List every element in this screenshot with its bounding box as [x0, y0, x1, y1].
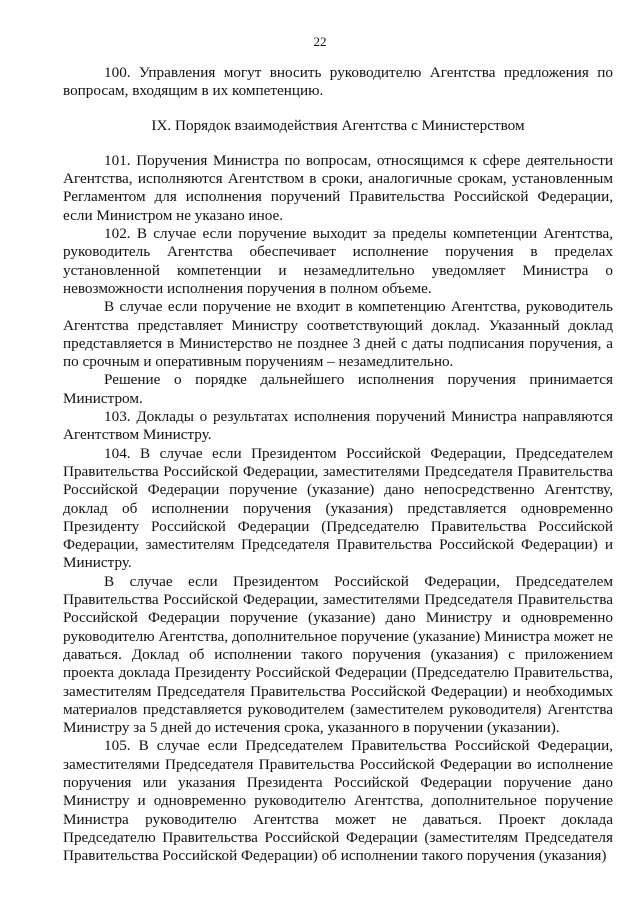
paragraph-104: 104. В случае если Президентом Российской Федерации, Председателем Правительства Российской Федерации, заместителями Председателя Правительства Российской Федерации поручение (указание) дано непосредственно Агентству, доклад об исполнении поручения (указания) представляется одновременно Президенту Российской Федерации (Председателю Правительства Российской Федерации, заместителям Председателя Правительства Российской Федерации) и Министру. [63, 444, 613, 572]
paragraph-104-joint: В случае если Президентом Российской Федерации, Председателем Правительства Российской Федерации, заместителями Председателя Правительства Российской Федерации поручение (указание) дано Министру и одновременно руководителю Агентства, дополнительное поручение (указание) Министра может не даваться. Доклад об исполнении такого поручения (указания) с приложением проекта доклада Президенту Российской Федерации (Председателю Правительства, заместителям Председателя Правительства Российской Федерации) и необходимых материалов представляется руководителем (заместителем руководителя) Агентства Министру за 5 дней до истечения срока, указанного в поручении (указании). [63, 572, 613, 737]
paragraph-105: 105. В случае если Председателем Правительства Российской Федерации, заместителями Председателя Правительства Российской Федерации во исполнение поручения или указания Президента Российской Федерации поручение дано Министру и одновременно руководителю Агентства, дополнительное поручение Министра руководителю Агентства может не даваться. Проект доклада Председателю Правительства Российской Федерации (заместителям Председателя Правительства Российской Федерации) об исполнении такого поручения (указания) [63, 737, 613, 865]
paragraph-100: 100. Управления могут вносить руководителю Агентства предложения по вопросам, входящим в их компетенцию. [63, 64, 613, 100]
paragraph-102-decision: Решение о порядке дальнейшего исполнения поручения принимается Министром. [63, 371, 613, 407]
section-heading: IX. Порядок взаимодействия Агентства с Министерством [151, 116, 525, 134]
paragraph-103: 103. Доклады о результатах исполнения поручений Министра направляются Агентством Министру. [63, 408, 613, 444]
document-body [63, 64, 613, 865]
paragraph-102-scope: В случае если поручение не входит в компетенцию Агентства, руководитель Агентства представляет Министру соответствующий доклад. Указанный доклад представляется в Министерство не позднее 3 дней с даты подписания поручения, а по срочным и оперативным поручениям – незамедлительно. [63, 298, 613, 371]
page-number: 22 [313, 34, 327, 49]
paragraph-101: 101. Поручения Министра по вопросам, относящимся к сфере деятельности Агентства, исполняются Агентством в сроки, аналогичные срокам, установленным Регламентом для исполнения поручений Правительства Российской Федерации, если Министром не указано иное. [63, 151, 613, 224]
paragraph-102: 102. В случае если поручение выходит за пределы компетенции Агентства, руководитель Агентства обеспечивает исполнение поручения в пределах установленной компетенции и незамедлительно уведомляет Министра о невозможности исполнения поручения в полном объеме. [63, 225, 613, 297]
